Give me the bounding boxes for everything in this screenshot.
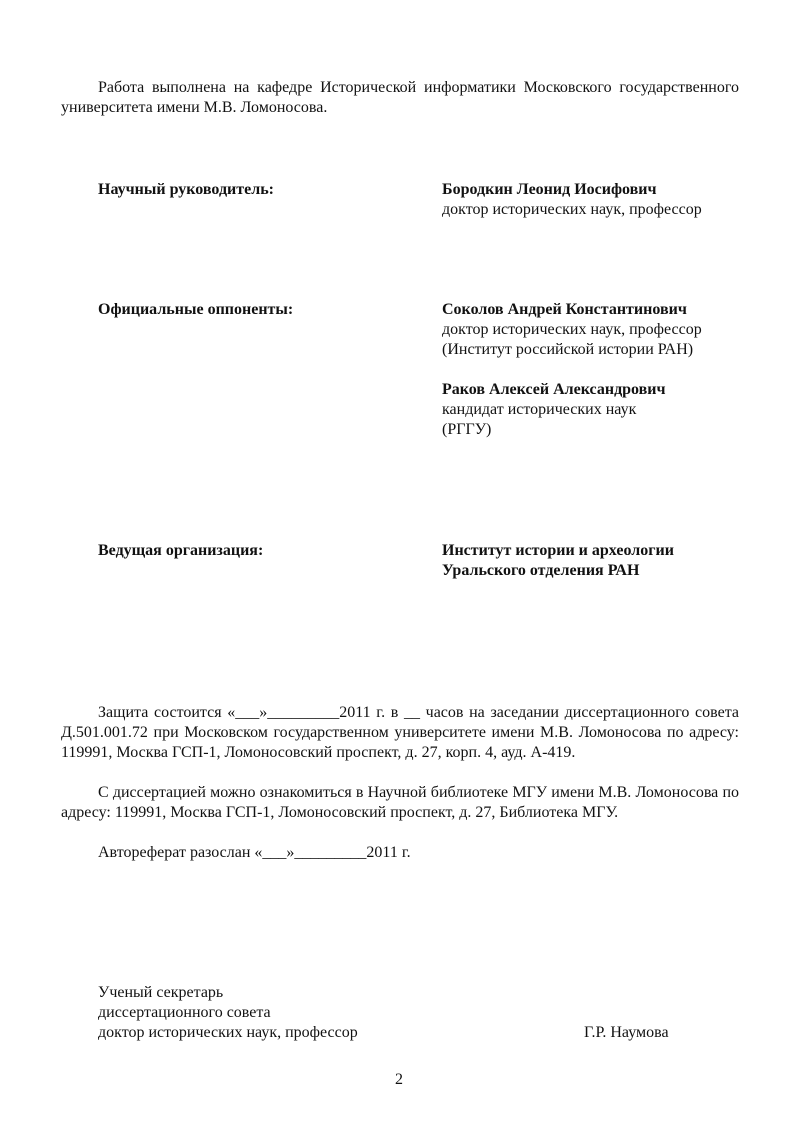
opponent-block [442,380,666,440]
mailing-paragraph: Автореферат разослан «___»_________2011 г. [98,844,411,861]
supervisor-role-label: Научный руководитель: [98,181,274,198]
opponent-name: Соколов Андрей Константинович [442,301,687,318]
library-paragraph: С диссертацией можно ознакомиться в Научной библиотеке МГУ имени М.В. Ломоносова по адресу: 119991, Москва ГСП-1, Ломоносовский проспект, д. 27, Библиотека МГУ. [61,784,739,821]
leading-org-role-label: Ведущая организация: [98,542,264,559]
opponents-role-label: Официальные оппоненты: [98,301,294,318]
secretary-title-line2: диссертационного совета [98,1004,271,1021]
secretary-title-line1: Ученый секретарь [98,984,224,1001]
secretary-signature-block [98,983,358,1043]
leading-org-name-line2: Уральского отделения РАН [442,562,640,579]
opponent-block [442,300,702,360]
opponent-affiliation: (РГГУ) [442,421,492,438]
supervisor-name: Бородкин Леонид Иосифович [442,181,657,198]
secretary-title-line3: доктор исторических наук, профессор [98,1024,358,1041]
leading-org-name-line1: Институт истории и археологии [442,542,674,559]
opponent-name: Раков Алексей Александрович [442,381,666,398]
defense-paragraph: Защита состоится «___»_________2011 г. в __ часов на заседании диссертационного совета Д.501.001.72 при Московском государственном университете имени М.В. Ломоносова по адресу: 119991, Москва ГСП-1, Ломоносовский проспект, д. 27, корп. 4, ауд. А-419. [61,704,739,761]
opponent-degree: кандидат исторических наук [442,401,637,418]
supervisor-block [442,180,702,220]
opponent-affiliation: (Институт российской истории РАН) [442,341,694,358]
opponent-degree: доктор исторических наук, профессор [442,321,702,338]
supervisor-degree: доктор исторических наук, профессор [442,201,702,218]
page-number: 2 [395,1071,403,1088]
secretary-name: Г.Р. Наумова [584,1024,669,1041]
leading-org-block [442,541,674,581]
intro-paragraph: Работа выполнена на кафедре Исторической информатики Московского государственного университета имени М.В. Ломоносова. [61,79,739,116]
